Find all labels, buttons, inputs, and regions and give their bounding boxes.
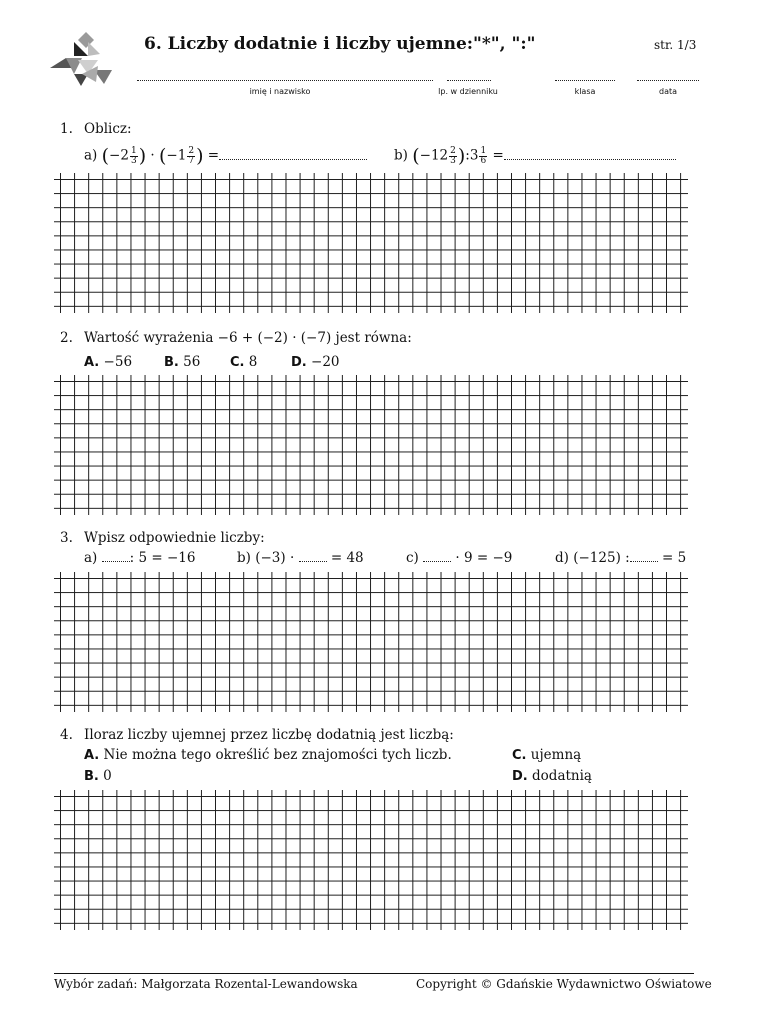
name-field-label: imię i nazwisko [249, 87, 311, 96]
date-field-line[interactable] [637, 80, 699, 81]
option-c[interactable]: C. 8 [230, 354, 258, 370]
question-3a: a) : 5 = −16 [84, 550, 196, 566]
answer-blank-1b[interactable] [504, 159, 676, 160]
footer-author: Wybór zadań: Małgorzata Rozental-Lewandowska [54, 977, 358, 991]
footer-copyright: Copyright © Gdańskie Wydawnictwo Oświatowe [416, 977, 712, 991]
question-number: 2. [60, 330, 73, 346]
answer-blank-3b[interactable] [299, 561, 327, 562]
question-number: 3. [60, 530, 73, 546]
class-field-line[interactable] [555, 80, 615, 81]
page-number: str. 1/3 [654, 38, 697, 52]
option-a[interactable]: A. −56 [84, 354, 133, 370]
tangram-logo [48, 30, 114, 90]
name-field-line[interactable] [137, 80, 433, 81]
question-3b: b) (−3) · = 48 [237, 550, 364, 566]
answer-grid-2[interactable] [54, 375, 688, 515]
question-3c: c) · 9 = −9 [406, 550, 513, 566]
question-text: Oblicz: [84, 121, 132, 137]
answer-blank-3a[interactable] [102, 561, 130, 562]
answer-blank-3c[interactable] [423, 561, 451, 562]
question-number: 1. [60, 121, 73, 137]
question-2 [60, 330, 412, 346]
question-1 [60, 121, 132, 137]
question-text: Wpisz odpowiednie liczby: [84, 530, 265, 546]
question-1b: b) (−12 $\frac{2}{3}$ ):3 $\frac{1}{6}$ = [394, 145, 676, 167]
answer-grid-3[interactable] [54, 572, 688, 712]
class-field-label: klasa [574, 87, 596, 96]
option-b[interactable]: B. 0 [84, 768, 112, 784]
question-text: Iloraz liczby ujemnej przez liczbę dodatnią jest liczbą: [84, 727, 454, 743]
question-1a: a) (−2 $\frac{1}{3}$ ) · (−1 $\frac{2}{7}$ ) = [84, 145, 367, 167]
question-3d: d) (−125) : = 5 [555, 550, 687, 566]
class-number-field-line[interactable] [447, 80, 491, 81]
option-a[interactable]: A. Nie można tego określić bez znajomości tych liczb. [84, 747, 452, 763]
class-number-field-label: lp. w dzienniku [438, 87, 498, 96]
question-3 [60, 530, 265, 546]
option-d[interactable]: D. −20 [291, 354, 340, 370]
worksheet-title: 6. Liczby dodatnie i liczby ujemne:"*", ":" [144, 34, 536, 54]
option-d[interactable]: D. dodatnią [512, 768, 592, 784]
footer-divider [54, 973, 694, 974]
answer-blank-1a[interactable] [219, 159, 367, 160]
option-b[interactable]: B. 56 [164, 354, 201, 370]
answer-blank-3d[interactable] [630, 561, 658, 562]
question-text: Wartość wyrażenia −6 + (−2) · (−7) jest równa: [84, 330, 412, 346]
question-number: 4. [60, 727, 73, 743]
date-field-label: data [658, 87, 678, 96]
question-4 [60, 727, 454, 743]
answer-grid-4[interactable] [54, 790, 688, 930]
answer-grid-1[interactable] [54, 173, 688, 313]
option-c[interactable]: C. ujemną [512, 747, 582, 763]
